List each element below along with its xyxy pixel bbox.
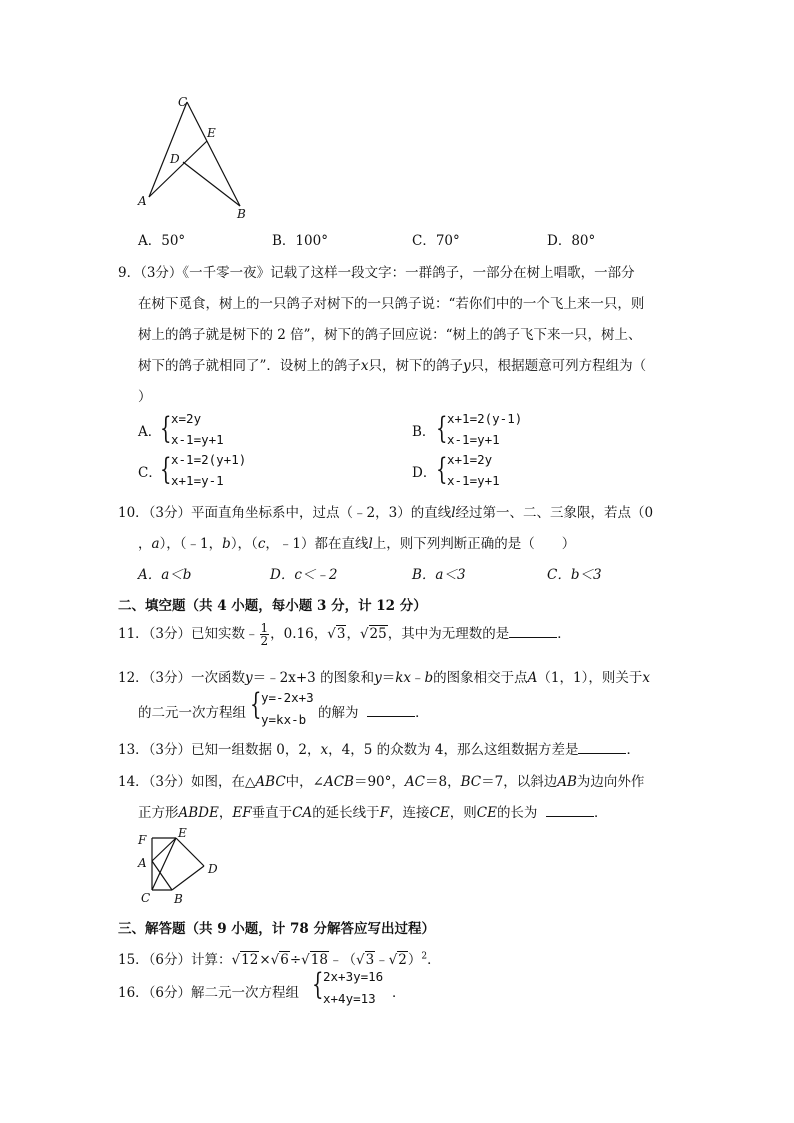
- q15-div: ÷: [289, 952, 302, 968]
- q9-option-d-eq2: x-1=y+1: [447, 473, 500, 488]
- section-3-heading: 三、解答题（共 9 小题，计 78 分解答应写出过程）: [118, 921, 435, 937]
- q14-line-2: [138, 801, 608, 821]
- q9-option-b-eq2: x-1=y+1: [447, 432, 500, 447]
- q15-sup: 2: [421, 951, 428, 962]
- fig14-label-d: D: [208, 862, 218, 876]
- fig14-label-e: E: [178, 826, 187, 840]
- q9-line-1: 9．（3分）《一千零一夜》记载了这样一段文字：一群鸽子，一部分在树上唱歌，一部分: [118, 265, 635, 281]
- q14-l2g: 的长为: [496, 805, 538, 821]
- q10-line-1-b: 经过第一、二、三象限，若点（0: [455, 505, 654, 521]
- q14-l1f: 为边向外作: [576, 774, 645, 790]
- q11-sqrt-2: √25: [359, 626, 387, 642]
- q15-d: ）: [407, 952, 422, 968]
- q9-option-d-eq1: x+1=2y: [447, 452, 493, 467]
- q15-rad-1: 12: [241, 952, 259, 968]
- q14-l1d: ＝8，: [425, 774, 461, 790]
- q15-a: 15．（6分）计算：: [118, 952, 232, 968]
- q13-b: ，4，5 的众数为 4，那么这组数据方差是: [328, 742, 579, 758]
- fig8-label-c: C: [178, 95, 188, 109]
- q10-option-d: D．c＜﹣2: [270, 567, 338, 583]
- q9-line-2: 在树下觅食，树上的一只鸽子对树下的一只鸽子说：“若你们中的一个飞上来一只，则: [138, 296, 645, 312]
- q11-sqrt-1: √3: [327, 626, 346, 642]
- q15-b: ﹣（: [328, 952, 356, 968]
- q9-option-a-eq2: x-1=y+1: [171, 432, 224, 447]
- q8-option-b: B．100°: [272, 233, 328, 249]
- q13: [118, 738, 640, 758]
- fig14-label-a: A: [138, 856, 147, 870]
- q10-var-a: a: [151, 536, 160, 552]
- q9-option-c-eq1: x-1=2(y+1): [171, 452, 247, 467]
- q15-sqrt-4: √3: [355, 952, 375, 968]
- q12-line-2-tail: [318, 701, 429, 721]
- q10-line-2-d: ，﹣1）都在直线: [265, 536, 369, 552]
- q14-l2b: ，: [218, 805, 233, 821]
- q9-line-4-c: 只，根据题意可列方程组为（: [470, 358, 647, 374]
- q14-line-1: [118, 770, 644, 790]
- q15-sqrt-1: √12: [231, 952, 259, 968]
- q15-rad-5: 2: [398, 952, 407, 968]
- q11-answer-blank[interactable]: [509, 625, 557, 638]
- q15-times: ×: [259, 952, 271, 968]
- q9-option-d: [412, 451, 612, 493]
- q12-a: 12．（3分）一次函数: [118, 670, 246, 686]
- q12-eq2: y=kx-b: [261, 712, 307, 727]
- q12-kx: kx: [395, 670, 412, 686]
- q14-l1b: 中，∠: [285, 774, 324, 790]
- q11-frac-num: 1: [260, 621, 269, 635]
- q11-rad-1: 3: [336, 626, 346, 642]
- q12-line-1: [118, 666, 650, 686]
- q14-l2a: 正方形: [138, 805, 179, 821]
- q12-y1: y: [245, 670, 253, 686]
- q8-option-a: A．50°: [138, 233, 186, 249]
- q9-option-d-label: D．: [412, 465, 437, 481]
- q14-ab: AB: [557, 774, 577, 790]
- brace-icon: {: [160, 411, 172, 446]
- fig8-label-e: E: [207, 126, 216, 140]
- q9-option-a: [138, 410, 338, 452]
- q11-fraction: [260, 622, 270, 647]
- q14-l1a: 14．（3分）如图，在△: [118, 774, 256, 790]
- q11-c: ，: [346, 626, 360, 642]
- section-2-heading: 二、填空题（共 4 小题，每小题 3 分，计 12 分）: [118, 598, 427, 614]
- q14-f: F: [379, 805, 390, 821]
- q9-option-c: [138, 451, 338, 493]
- q15-sqrt-3: √18: [301, 952, 328, 968]
- q13-a: 13．（3分）已知一组数据 0，2，: [118, 742, 321, 758]
- q15-sqrt-5: √2: [388, 952, 407, 968]
- q10-line-2-c: ），（: [230, 536, 258, 552]
- q8-option-d: D．80°: [547, 233, 596, 249]
- q15-rad-3: 18: [310, 952, 328, 968]
- q14-l1e: ＝7，以斜边: [481, 774, 558, 790]
- q14-l2f: ，则: [449, 805, 477, 821]
- q10-line-1: [118, 501, 653, 521]
- q15-e: ．: [427, 952, 441, 968]
- q9-option-c-label: C．: [138, 465, 162, 481]
- q16-eq2: x+4y=13: [323, 991, 376, 1006]
- q10-line-1-a: 10．（3分）平面直角坐标系中，过点（﹣2，3）的直线: [118, 505, 452, 521]
- q10-option-c: C．b＜3: [547, 567, 602, 583]
- q10-var-b: b: [222, 536, 231, 552]
- q9-line-4-a: 树下的鸽子就相同了”．设树上的鸽子: [138, 358, 361, 374]
- q15-rad-4: 3: [365, 952, 375, 968]
- q13-answer-blank[interactable]: [578, 741, 626, 754]
- q9-option-a-label: A．: [138, 424, 162, 440]
- q15-c: ﹣: [375, 952, 389, 968]
- q11-frac-den: 2: [260, 634, 269, 648]
- q13-c: ．: [626, 742, 640, 758]
- q10-line-2-b: ），（﹣1，: [159, 536, 223, 552]
- q12-b: ＝﹣2x+3 的图象和: [252, 670, 375, 686]
- q16-tail: ．: [392, 985, 406, 1001]
- q9-line-4: [138, 354, 646, 374]
- q14-ef: EF: [232, 805, 252, 821]
- q9-line-3: 树上的鸽子就是树下的 2 倍”，树下的鸽子回应说：“树上的鸽子飞下来一只，树上、: [138, 327, 642, 343]
- q12-d: ﹣: [411, 670, 425, 686]
- q10-line-2-a: ，: [138, 536, 152, 552]
- q9-option-b-eq1: x+1=2(y-1): [447, 411, 523, 426]
- q10-line-2-e: 上，则下列判断正确的是（ ）: [372, 536, 576, 552]
- q11: [118, 620, 571, 648]
- q14-ce: CE: [429, 805, 450, 821]
- q15: [118, 948, 441, 968]
- q14-square-figure: [132, 826, 232, 906]
- q10-line-2: [138, 532, 575, 552]
- q14-abc: ABC: [255, 774, 286, 790]
- q14-l2c: 垂直于: [251, 805, 293, 821]
- q9-var-y: y: [463, 358, 471, 374]
- q9-var-x: x: [360, 358, 369, 374]
- q10-option-b: B．a＜3: [412, 567, 466, 583]
- fig14-label-b: B: [174, 892, 183, 906]
- q8-option-c: C．70°: [412, 233, 460, 249]
- q12-answer-blank[interactable]: [367, 704, 415, 717]
- q9-line-5: ）: [138, 389, 152, 405]
- q12-x: x: [642, 670, 650, 686]
- brace-icon: {: [436, 452, 448, 487]
- q14-l2h: ．: [594, 805, 608, 821]
- q13-x: x: [320, 742, 329, 758]
- q9-option-a-eq1: x=2y: [171, 411, 202, 426]
- q14-ce2: CE: [476, 805, 497, 821]
- brace-icon: {: [436, 411, 448, 446]
- q14-l2e: ，连接: [389, 805, 430, 821]
- q14-l2d: 的延长线于: [312, 805, 380, 821]
- q12-y2: y: [374, 670, 382, 686]
- fig14-label-c: C: [141, 891, 151, 905]
- q16-lead: 16．（6分）解二元一次方程组: [118, 985, 300, 1001]
- q11-rad-2: 25: [369, 626, 387, 642]
- q10-var-l: l: [451, 505, 456, 521]
- q12-line-2-b: 的解为: [318, 705, 359, 721]
- q14-acb: ACB: [323, 774, 354, 790]
- q8-triangle-figure: [130, 92, 260, 222]
- q12-line-2-c: ．: [415, 705, 429, 721]
- q11-e: ．: [557, 626, 571, 642]
- q14-abde: ABDE: [178, 805, 219, 821]
- brace-icon: {: [160, 452, 172, 487]
- q15-rad-2: 6: [280, 952, 289, 968]
- q12-e: 的图象相交于点: [433, 670, 528, 686]
- q9-option-b-label: B．: [412, 424, 436, 440]
- q12-f: （1，1），则关于: [537, 670, 643, 686]
- q12-c: ＝: [381, 670, 396, 686]
- q14-bc: BC: [460, 774, 482, 790]
- q12-eq1: y=-2x+3: [261, 690, 314, 705]
- q14-answer-blank[interactable]: [546, 804, 594, 817]
- q11-d: ，其中为无理数的是: [387, 626, 510, 642]
- q16-eq1: 2x+3y=16: [323, 969, 384, 984]
- q9-option-c-eq2: x+1=y-1: [171, 473, 224, 488]
- q14-ca: CA: [292, 805, 313, 821]
- q15-sqrt-2: √6: [270, 952, 289, 968]
- brace-icon: {: [312, 967, 324, 1002]
- q10-var-l2: l: [368, 536, 373, 552]
- fig8-label-b: B: [237, 207, 246, 221]
- q9-line-4-b: 只，树下的鸽子: [368, 358, 464, 374]
- brace-icon: {: [250, 687, 262, 722]
- q11-b: ，0.16，: [270, 626, 328, 642]
- q12-point-a: A: [527, 670, 538, 686]
- q11-a: 11．（3分）已知实数﹣: [118, 626, 259, 642]
- fig8-label-a: A: [138, 194, 147, 208]
- q12-line-2-lead: 的二元一次方程组: [138, 705, 246, 721]
- fig8-label-d: D: [170, 152, 180, 166]
- q9-option-b: [412, 410, 612, 452]
- q14-l1c: ＝90°，: [353, 774, 405, 790]
- q10-var-c: c: [257, 536, 266, 552]
- q14-ac: AC: [404, 774, 425, 790]
- q10-option-a: A．a＜b: [138, 567, 192, 583]
- q12-bv: b: [424, 670, 434, 686]
- fig14-label-f: F: [138, 833, 147, 847]
